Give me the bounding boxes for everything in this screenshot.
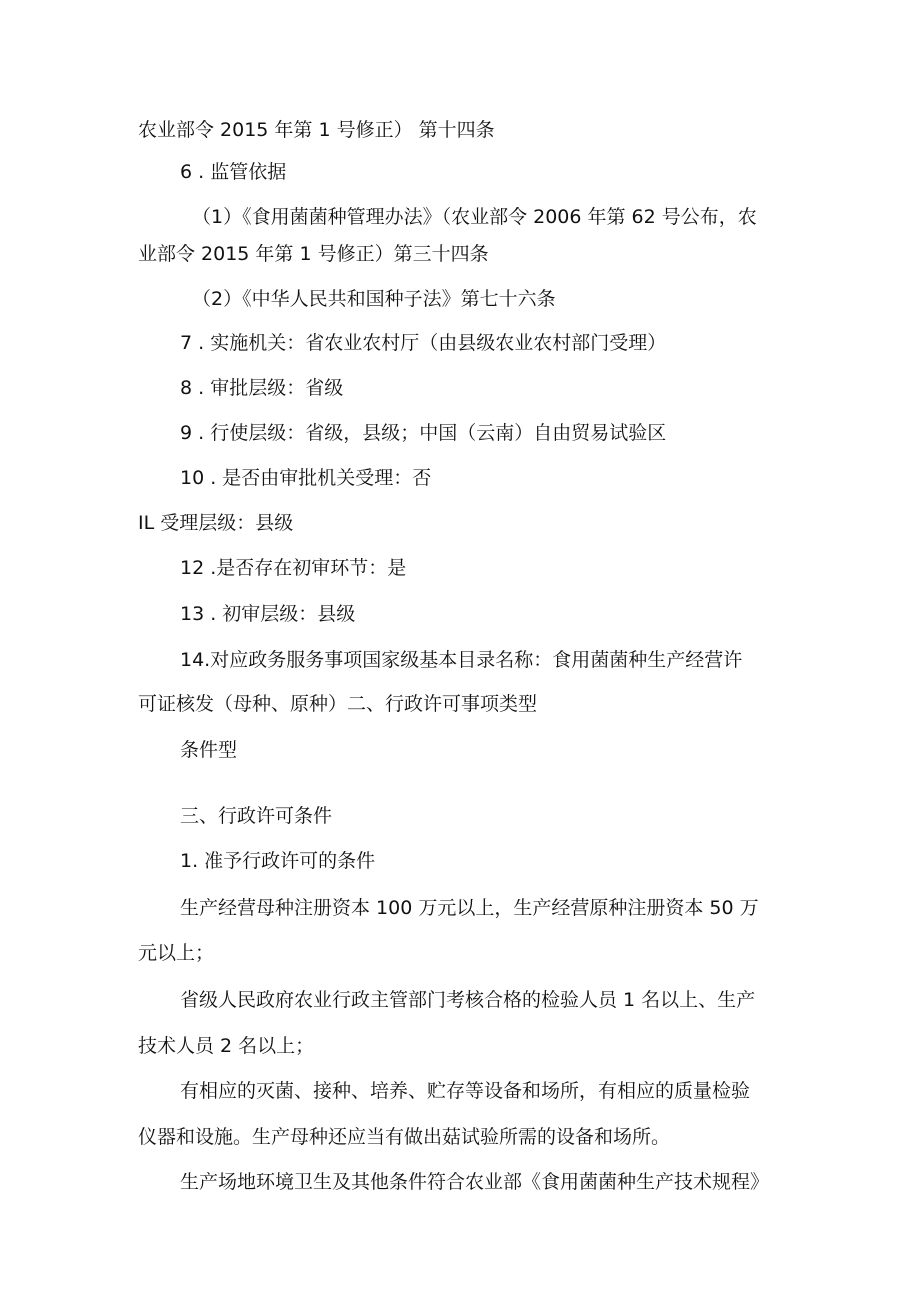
text-line-capital: 生产经营母种注册资本 100 万元以上，生产经营原种注册资本 50 万 <box>180 897 759 919</box>
text-line-catalog-name-cont: 可证核发（母种、原种）二、行政许可事项类型 <box>138 693 538 715</box>
text-line-preliminary-level: 13 . 初审层级：县级 <box>180 603 356 625</box>
text-line-accepted-by-approver: 10 . 是否由审批机关受理：否 <box>180 467 432 489</box>
text-line-1: 农业部令 2015 年第 1 号修正） 第十四条 <box>138 119 495 141</box>
text-line-approval-level: 8 . 审批层级：省级 <box>180 377 344 399</box>
text-line-acceptance-level: IL 受理层级：县级 <box>138 512 294 534</box>
text-line-exercise-level: 9 . 行使层级：省级，县级；中国（云南）自由贸易试验区 <box>180 422 667 444</box>
text-line-catalog-name: 14.对应政务服务事项国家级基本目录名称：食用菌菌种生产经营许 <box>180 649 743 671</box>
text-line-preliminary-review: 12 .是否存在初审环节：是 <box>180 557 407 579</box>
section-heading-license-conditions: 三、行政许可条件 <box>180 805 333 827</box>
text-line-5: （2）《中华人民共和国种子法》第七十六条 <box>192 288 556 310</box>
text-line-personnel: 省级人民政府农业行政主管部门考核合格的检验人员 1 名以上、生产 <box>180 989 756 1011</box>
text-line-capital-cont: 元以上； <box>138 942 215 964</box>
text-line-personnel-cont: 技术人员 2 名以上； <box>138 1035 315 1057</box>
subheading-approval-conditions: 1. 准予行政许可的条件 <box>180 850 376 872</box>
text-line-3: （1）《食用菌菌种管理办法》（农业部令 2006 年第 62 号公布，农 <box>192 206 757 228</box>
text-line-4: 业部令 2015 年第 1 号修正）第三十四条 <box>138 243 489 265</box>
text-line-equipment: 有相应的灭菌、接种、培养、贮存等设备和场所，有相应的质量检验 <box>180 1080 751 1102</box>
text-line-equipment-cont: 仪器和设施。生产母种还应当有做出菇试验所需的设备和场所。 <box>138 1126 671 1148</box>
text-line-implementing-agency: 7 . 实施机关：省农业农村厅（由县级农业农村部门受理） <box>180 332 667 354</box>
section-heading-supervision-basis: 6 . 监管依据 <box>180 161 287 183</box>
text-line-condition-type: 条件型 <box>180 739 238 761</box>
text-line-site-environment: 生产场地环境卫生及其他条件符合农业部《食用菌菌种生产技术规程》 <box>180 1171 770 1193</box>
